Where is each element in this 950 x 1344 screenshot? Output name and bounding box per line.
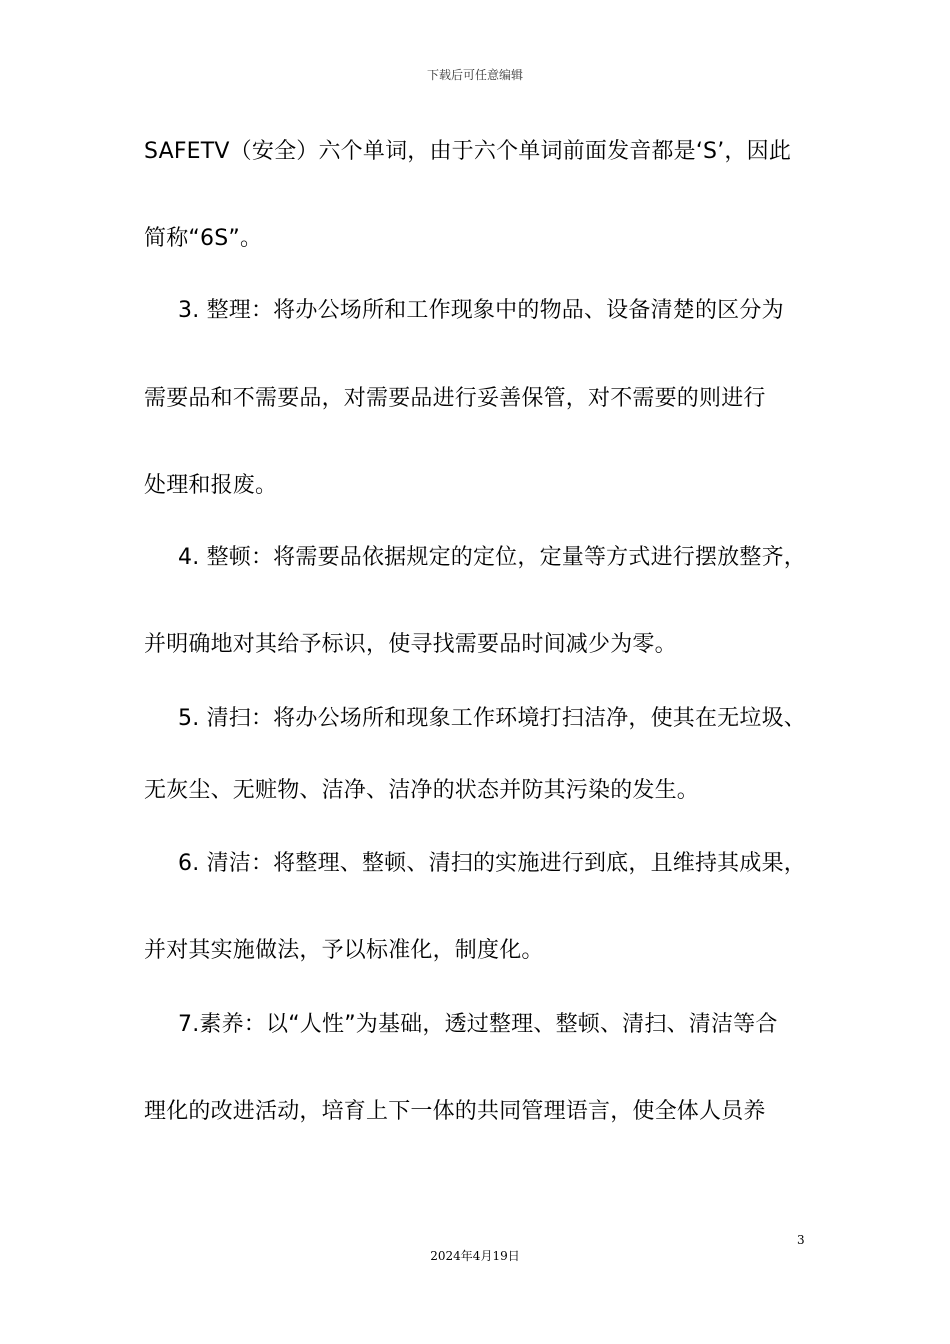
body-line: 简称“6S”。 [144, 226, 263, 251]
body-line: 7.素养：以“人性”为基础，透过整理、整顿、清扫、清洁等合 [178, 1012, 778, 1037]
body-line: 6. 清洁：将整理、整顿、清扫的实施进行到底，且维持其成果， [178, 851, 806, 876]
body-line: 处理和报废。 [144, 473, 278, 498]
footer-date: 2024年4月19日 [430, 1249, 520, 1263]
body-line: 并对其实施做法，予以标准化，制度化。 [144, 938, 544, 963]
body-line: 3. 整理：将办公场所和工作现象中的物品、设备清楚的区分为 [178, 298, 784, 323]
body-line: 5. 清扫：将办公场所和现象工作环境打扫洁净，使其在无垃圾、 [178, 706, 806, 731]
body-line: 理化的改进活动，培育上下一体的共同管理语言，使全体人员养 [144, 1099, 766, 1124]
body-line: 4. 整顿：将需要品依据规定的定位，定量等方式进行摆放整齐， [178, 545, 806, 570]
body-line: 无灰尘、无赃物、洁净、洁净的状态并防其污染的发生。 [144, 778, 700, 803]
body-line: SAFETV（安全）六个单词，由于六个单词前面发音都是‘S’，因此 [144, 139, 792, 164]
body-line: 并明确地对其给予标识，使寻找需要品时间减少为零。 [144, 632, 677, 657]
body-line: 需要品和不需要品，对需要品进行妥善保管，对不需要的则进行 [144, 386, 766, 411]
page-header: 下载后可任意编辑 [426, 68, 523, 82]
page-number: 3 [797, 1233, 805, 1247]
